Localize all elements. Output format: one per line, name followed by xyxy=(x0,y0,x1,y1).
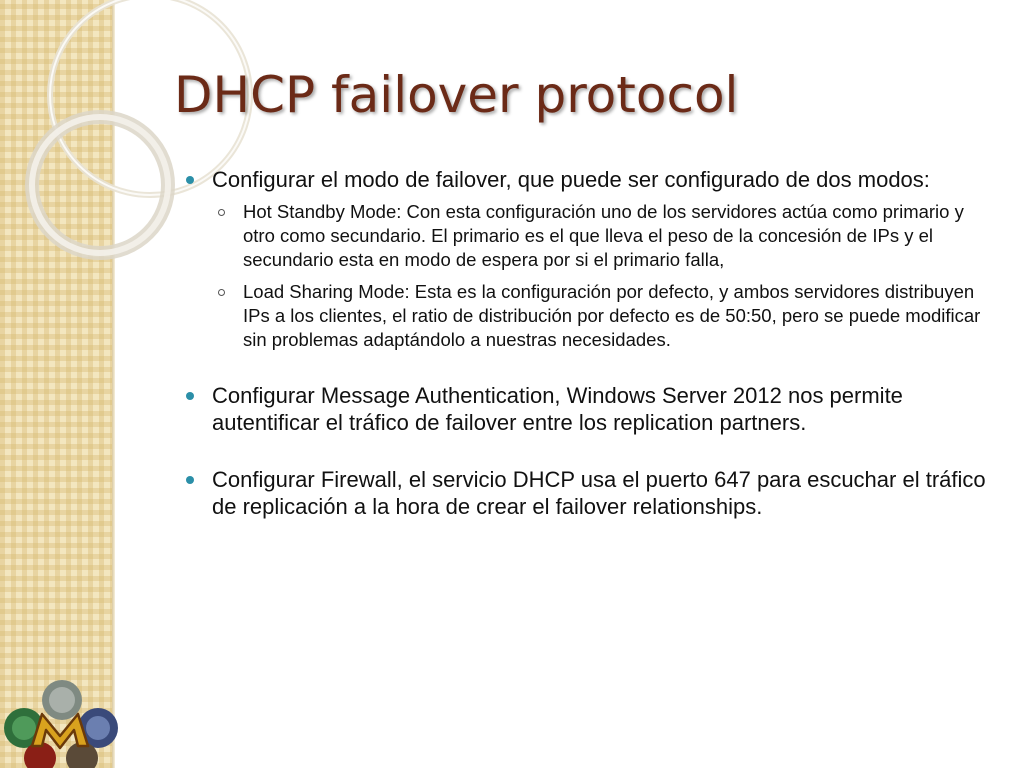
bullet-text: Configurar el modo de failover, que puede ser configurado de dos modos: xyxy=(212,167,930,192)
bullet-list xyxy=(212,166,992,520)
round-bullet-icon xyxy=(186,392,194,400)
sub-bullet-text: Hot Standby Mode: Con esta configuración uno de los servidores actúa como primario y otro como secundario. El primario es el que lleva el peso de la concesión de IPs y el secundario esta en modo de espera por si el primario falla, xyxy=(243,201,964,270)
ring-bullet-icon xyxy=(218,289,225,296)
sub-bullet-item xyxy=(243,200,988,272)
bullet-item xyxy=(212,382,992,436)
slide-title: DHCP failover protocol xyxy=(174,66,739,124)
ring-bullet-icon xyxy=(218,209,225,216)
bullet-item xyxy=(212,466,992,520)
sub-bullet-list xyxy=(243,200,988,352)
round-bullet-icon xyxy=(186,176,194,184)
bullet-text: Configurar Firewall, el servicio DHCP usa el puerto 647 para escuchar el tráfico de replicación a la hora de crear el failover relationships. xyxy=(212,467,986,519)
magic-m-logo-icon xyxy=(2,678,120,768)
sub-bullet-text: Load Sharing Mode: Esta es la configuración por defecto, y ambos servidores distribuyen IPs a los clientes, el ratio de distribución por defecto es de 50:50, pero se puede modificar sin problemas adaptándolo a nuestras necesidades. xyxy=(243,281,981,350)
sub-bullet-item xyxy=(243,280,988,352)
round-bullet-icon xyxy=(186,476,194,484)
bullet-text: Configurar Message Authentication, Windows Server 2012 nos permite autentificar el tráfico de failover entre los replication partners. xyxy=(212,383,903,435)
bullet-item xyxy=(212,166,992,352)
